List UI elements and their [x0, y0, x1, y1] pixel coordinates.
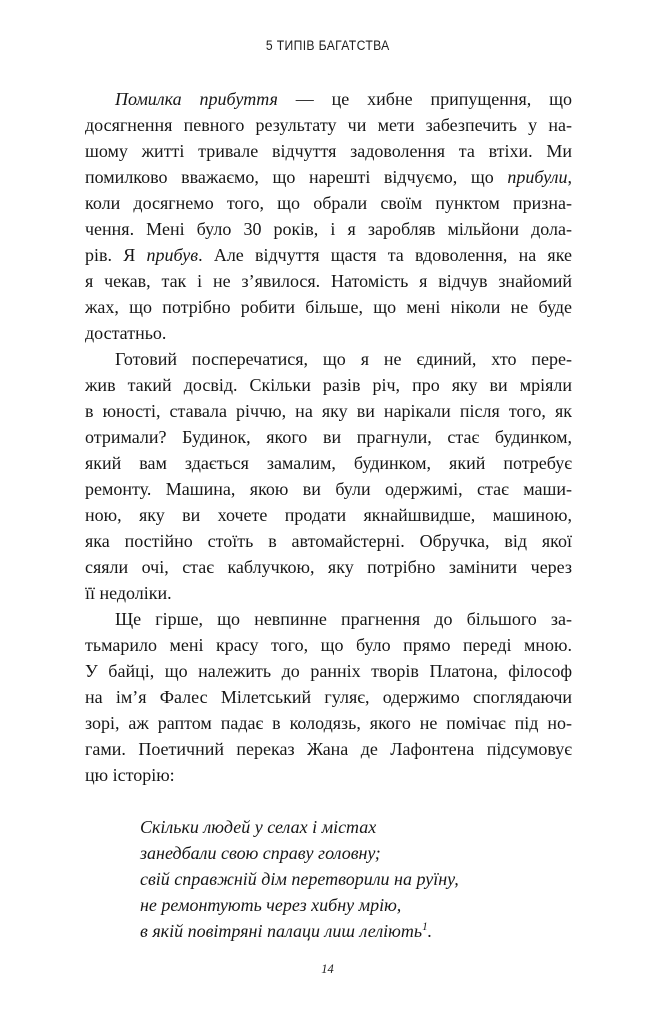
text-line — [85, 242, 572, 268]
text-segment: , — [567, 167, 572, 187]
text-line — [140, 840, 572, 866]
text-line — [85, 138, 572, 164]
text-line — [85, 762, 572, 788]
text-line — [85, 710, 572, 736]
text-segment: не ремонтують через хибну мрію, — [140, 895, 402, 915]
text-segment: в юності, ставала річчю, на яку ви нарікали після того, як — [85, 401, 572, 421]
text-segment: на ім’я Фалес Мілетський гуляє, одержимо споглядаючи — [85, 687, 572, 707]
text-segment: який вам здається замалим, будинком, який потребує — [85, 453, 572, 473]
text-segment: прибув — [146, 245, 199, 265]
text-segment: Ще гірше, що невпинне прагнення до більшого за- — [115, 609, 572, 629]
text-segment: я чекав, так і не з’явилося. Натомість я відчув знайомий — [85, 271, 572, 291]
text-segment: шому житті тривале відчуття задоволення та втіхи. Ми — [85, 141, 572, 161]
text-segment: цю історію: — [85, 765, 175, 785]
running-header — [0, 38, 655, 53]
text-line — [85, 554, 572, 580]
text-segment: . Але відчуття щастя та вдоволення, на яке — [198, 245, 572, 265]
text-line — [140, 866, 572, 892]
running-header-text: 5 ТИПІВ БАГАТСТВА — [265, 38, 390, 53]
text-segment: Скільки людей у селах і містах — [140, 817, 377, 837]
text-line — [85, 658, 572, 684]
text-line — [85, 528, 572, 554]
text-segment: ною, яку ви хочете продати якнайшвидше, машиною, — [85, 505, 572, 525]
text-line — [85, 580, 572, 606]
text-segment: отримали? Будинок, якого ви прагнули, стає будинком, — [85, 427, 572, 447]
text-segment: сяяли очі, стає каблучкою, яку потрібно замінити через — [85, 557, 572, 577]
text-segment: Помилка прибуття — [115, 89, 278, 109]
text-line — [85, 606, 572, 632]
text-line — [85, 268, 572, 294]
text-segment: рів. Я — [85, 245, 147, 265]
text-line — [85, 476, 572, 502]
text-line — [85, 398, 572, 424]
text-segment: . — [427, 921, 433, 941]
text-line — [85, 190, 572, 216]
text-segment: свій справжній дім перетворили на руїну, — [140, 869, 459, 889]
text-segment: прибули — [507, 167, 568, 187]
text-line — [140, 918, 572, 944]
text-segment: — це хибне припущення, що — [277, 89, 572, 109]
text-segment: її недоліки. — [85, 583, 172, 603]
footnote-marker: 1 — [422, 921, 428, 933]
text-segment: в якій повітряні палаци лиш леліють — [140, 921, 423, 941]
text-segment: ремонту. Машина, якою ви були одержимі, стає маши- — [85, 479, 572, 499]
text-line — [85, 294, 572, 320]
text-line — [85, 684, 572, 710]
text-line — [85, 632, 572, 658]
text-segment: У байці, що належить до ранніх творів Платона, філософ — [85, 661, 572, 681]
text-segment: зорі, аж раптом падає в колодязь, якого не помічає під но- — [85, 713, 572, 733]
text-segment: достатньо. — [85, 323, 167, 343]
paragraph — [85, 86, 572, 346]
text-line — [140, 814, 572, 840]
text-segment: жах, що потрібно робити більше, що мені ніколи не буде — [85, 297, 572, 317]
text-segment: тьмарило мені красу того, що було прямо переді мною. — [85, 635, 572, 655]
text-segment: Готовий посперечатися, що я не єдиний, хто пере- — [115, 349, 572, 369]
text-segment: помилково вважаємо, що нарешті відчуємо, що — [85, 167, 508, 187]
text-line — [85, 424, 572, 450]
text-line — [85, 112, 572, 138]
text-line — [85, 320, 572, 346]
text-block — [85, 86, 572, 944]
text-line — [140, 892, 572, 918]
paragraph — [85, 346, 572, 606]
text-segment: досягнення певного результату чи мети забезпечить у на- — [85, 115, 572, 135]
text-segment: чення. Мені було 30 років, і я заробляв мільйони дола- — [85, 219, 572, 239]
verse-block — [140, 814, 572, 944]
text-segment: яка постійно стоїть в автомайстерні. Обручка, від якої — [85, 531, 572, 551]
paragraph — [85, 606, 572, 788]
text-line — [85, 450, 572, 476]
text-segment: занедбали свою справу головну; — [140, 843, 381, 863]
text-segment: гами. Поетичний переказ Жана де Лафонтена підсумовує — [85, 739, 572, 759]
text-line — [85, 216, 572, 242]
text-line — [85, 164, 572, 190]
text-segment: коли досягнемо того, що обрали своїм пунктом призна- — [85, 193, 572, 213]
text-line — [85, 346, 572, 372]
text-line — [85, 736, 572, 762]
text-line — [85, 372, 572, 398]
text-line — [85, 86, 572, 112]
text-line — [85, 502, 572, 528]
page-number: 14 — [321, 962, 334, 976]
text-segment: жив такий досвід. Скільки разів річ, про яку ви мріяли — [85, 375, 572, 395]
